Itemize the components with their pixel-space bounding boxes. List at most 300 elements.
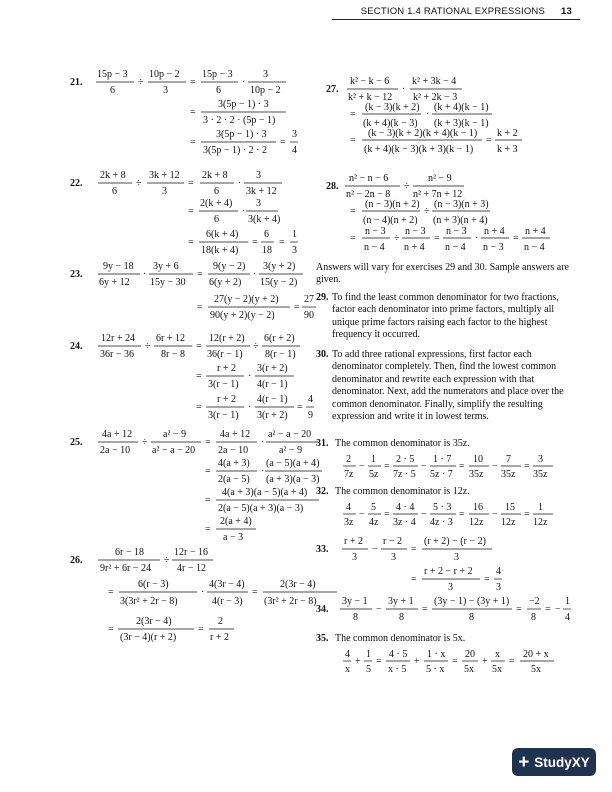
svg-text:3k + 12: 3k + 12 bbox=[246, 186, 277, 197]
svg-text:9y − 18: 9y − 18 bbox=[103, 261, 134, 272]
svg-text:·: · bbox=[261, 437, 265, 448]
svg-text:3: 3 bbox=[496, 582, 501, 593]
svg-text:−2: −2 bbox=[529, 596, 540, 607]
svg-text:10: 10 bbox=[473, 454, 483, 465]
svg-text:=: = bbox=[188, 237, 194, 248]
svg-text:3: 3 bbox=[256, 198, 261, 209]
svg-text:÷: ÷ bbox=[138, 77, 144, 88]
svg-text:5z: 5z bbox=[369, 469, 379, 480]
svg-text:+: + bbox=[355, 656, 361, 667]
svg-text:1 · x: 1 · x bbox=[427, 649, 446, 660]
svg-text:6: 6 bbox=[112, 186, 117, 197]
svg-text:5x: 5x bbox=[492, 664, 502, 675]
svg-text:a² − 9: a² − 9 bbox=[163, 429, 187, 440]
svg-text:=: = bbox=[524, 509, 530, 520]
svg-text:=: = bbox=[509, 656, 515, 667]
svg-text:=: = bbox=[524, 461, 530, 472]
problem-number: 22. bbox=[70, 178, 83, 189]
svg-text:15p − 3: 15p − 3 bbox=[202, 69, 233, 80]
svg-text:5 · 3: 5 · 3 bbox=[433, 502, 452, 513]
svg-text:5: 5 bbox=[371, 502, 376, 513]
svg-text:6(r + 2): 6(r + 2) bbox=[264, 333, 295, 344]
svg-text:=: = bbox=[350, 206, 356, 217]
svg-text:6(y + 2): 6(y + 2) bbox=[209, 277, 242, 288]
svg-text:4(a + 3): 4(a + 3) bbox=[218, 458, 250, 469]
svg-text:−: − bbox=[359, 509, 365, 520]
svg-text:k² + 2k − 3: k² + 2k − 3 bbox=[413, 92, 458, 103]
svg-text:r + 2: r + 2 bbox=[217, 394, 236, 405]
svg-text:=: = bbox=[198, 624, 204, 635]
problem-35 bbox=[316, 633, 554, 675]
svg-text:a² − 9: a² − 9 bbox=[279, 445, 303, 456]
svg-text:4 · 5: 4 · 5 bbox=[389, 649, 408, 660]
svg-text:r + 2: r + 2 bbox=[210, 632, 229, 643]
svg-text:18(k + 4): 18(k + 4) bbox=[201, 245, 239, 256]
svg-text:=: = bbox=[188, 178, 194, 189]
svg-text:4a + 12: 4a + 12 bbox=[102, 429, 133, 440]
svg-text:k² + k − 12: k² + k − 12 bbox=[348, 92, 393, 103]
svg-text:−: − bbox=[359, 461, 365, 472]
svg-text:4z: 4z bbox=[369, 517, 379, 528]
problem-31 bbox=[316, 438, 553, 480]
problem-number: 25. bbox=[70, 437, 83, 448]
svg-text:=: = bbox=[545, 604, 551, 615]
svg-text:(k − 3)(k + 2)(k + 4)(k − 1): (k − 3)(k + 2)(k + 4)(k − 1) bbox=[368, 128, 478, 139]
svg-text:4: 4 bbox=[345, 649, 350, 660]
svg-text:8: 8 bbox=[399, 612, 404, 623]
svg-text:r − 2: r − 2 bbox=[383, 536, 402, 547]
svg-text:=: = bbox=[280, 137, 286, 148]
problem-number: 31. bbox=[316, 438, 329, 449]
problem-25 bbox=[70, 429, 322, 543]
svg-text:16: 16 bbox=[473, 502, 483, 513]
svg-text:·: · bbox=[143, 269, 147, 280]
problem-34 bbox=[316, 596, 571, 623]
svg-text:4 · 4: 4 · 4 bbox=[396, 502, 415, 513]
svg-text:2a − 10: 2a − 10 bbox=[218, 445, 249, 456]
svg-text:n − 4: n − 4 bbox=[445, 242, 466, 253]
svg-text:=: = bbox=[350, 109, 356, 120]
svg-text:=: = bbox=[205, 466, 211, 477]
svg-text:a² − a − 20: a² − a − 20 bbox=[152, 445, 196, 456]
problem-24 bbox=[70, 333, 314, 421]
problem-number: 21. bbox=[70, 77, 83, 88]
svg-text:3: 3 bbox=[391, 552, 396, 563]
svg-text:90(y + 2)(y − 2): 90(y + 2)(y − 2) bbox=[210, 310, 275, 321]
svg-text:r + 2: r + 2 bbox=[217, 363, 236, 374]
svg-text:(n − 3)(n + 3): (n − 3)(n + 3) bbox=[434, 199, 489, 210]
svg-text:n − 3: n − 3 bbox=[483, 242, 504, 253]
item-31-text: The common denominator is 35z. bbox=[335, 438, 470, 449]
svg-text:÷: ÷ bbox=[424, 206, 430, 217]
svg-text:1: 1 bbox=[565, 596, 570, 607]
svg-text:7z · 5: 7z · 5 bbox=[393, 469, 416, 480]
svg-text:12(r + 2): 12(r + 2) bbox=[209, 333, 245, 344]
svg-text:+: + bbox=[482, 656, 488, 667]
svg-text:1 · 7: 1 · 7 bbox=[433, 454, 452, 465]
svg-text:7: 7 bbox=[506, 454, 511, 465]
svg-text:(a + 3)(a − 3): (a + 3)(a − 3) bbox=[266, 474, 320, 485]
svg-text:=: = bbox=[459, 509, 465, 520]
svg-text:4: 4 bbox=[496, 566, 501, 577]
svg-text:36(r − 1): 36(r − 1) bbox=[207, 349, 243, 360]
problem-23 bbox=[70, 261, 316, 321]
svg-text:−: − bbox=[492, 461, 498, 472]
svg-text:27(y − 2)(y + 2): 27(y − 2)(y + 2) bbox=[214, 294, 279, 305]
svg-text:3(5p − 1) · 3: 3(5p − 1) · 3 bbox=[218, 99, 269, 110]
svg-text:3: 3 bbox=[454, 552, 459, 563]
svg-text:4(a + 3)(a − 5)(a + 4): 4(a + 3)(a − 5)(a + 4) bbox=[222, 487, 308, 498]
svg-text:=: = bbox=[190, 137, 196, 148]
svg-text:36r − 36: 36r − 36 bbox=[100, 349, 134, 360]
svg-text:=: = bbox=[516, 604, 522, 615]
svg-text:2: 2 bbox=[218, 616, 223, 627]
svg-text:=: = bbox=[188, 206, 194, 217]
svg-text:4(r − 1): 4(r − 1) bbox=[257, 394, 288, 405]
svg-text:4(3r − 4): 4(3r − 4) bbox=[209, 579, 245, 590]
svg-text:1: 1 bbox=[538, 502, 543, 513]
svg-text:(3r² + 2r − 8): (3r² + 2r − 8) bbox=[264, 596, 317, 607]
problem-number: 28. bbox=[326, 181, 339, 192]
svg-text:6: 6 bbox=[216, 85, 221, 96]
svg-text:12z: 12z bbox=[469, 517, 484, 528]
svg-text:n − 3: n − 3 bbox=[405, 226, 426, 237]
svg-text:3k + 12: 3k + 12 bbox=[149, 170, 180, 181]
svg-text:=: = bbox=[252, 237, 258, 248]
svg-text:n − 4: n − 4 bbox=[524, 242, 545, 253]
svg-text:=: = bbox=[196, 341, 202, 352]
svg-text:=: = bbox=[452, 656, 458, 667]
svg-text:a − 3: a − 3 bbox=[223, 532, 244, 543]
problem-28 bbox=[326, 173, 550, 253]
svg-text:=: = bbox=[422, 604, 428, 615]
svg-text:8: 8 bbox=[469, 612, 474, 623]
svg-text:n − 4: n − 4 bbox=[364, 242, 385, 253]
svg-text:=: = bbox=[205, 495, 211, 506]
problem-number: 23. bbox=[70, 269, 83, 280]
svg-text:+: + bbox=[414, 656, 420, 667]
svg-text:=: = bbox=[384, 461, 390, 472]
svg-text:9(y − 2): 9(y − 2) bbox=[213, 261, 246, 272]
svg-text:3: 3 bbox=[162, 186, 167, 197]
svg-text:4z · 3: 4z · 3 bbox=[430, 517, 453, 528]
svg-text:2 · 5: 2 · 5 bbox=[396, 454, 415, 465]
svg-text:3y − 1: 3y − 1 bbox=[342, 596, 368, 607]
svg-text:−: − bbox=[555, 604, 561, 615]
svg-text:(n + 3)(n + 4): (n + 3)(n + 4) bbox=[433, 215, 488, 226]
svg-text:3(r + 2): 3(r + 2) bbox=[257, 410, 288, 421]
section-title: SECTION 1.4 RATIONAL EXPRESSIONS bbox=[360, 6, 546, 17]
item-29 bbox=[316, 292, 578, 342]
svg-text:7z: 7z bbox=[344, 469, 354, 480]
svg-text:3(r − 1): 3(r − 1) bbox=[208, 379, 239, 390]
svg-text:15p − 3: 15p − 3 bbox=[97, 69, 128, 80]
svg-text:÷: ÷ bbox=[145, 341, 151, 352]
svg-text:÷: ÷ bbox=[142, 437, 148, 448]
svg-text:6(r − 3): 6(r − 3) bbox=[138, 579, 169, 590]
svg-text:2(a − 5): 2(a − 5) bbox=[218, 474, 250, 485]
item-30 bbox=[316, 349, 578, 425]
svg-text:−: − bbox=[421, 509, 427, 520]
svg-text:35z: 35z bbox=[501, 469, 516, 480]
svg-text:=: = bbox=[294, 302, 300, 313]
svg-text:=: = bbox=[486, 135, 492, 146]
svg-text:n² − 2n − 8: n² − 2n − 8 bbox=[346, 189, 391, 200]
svg-text:=: = bbox=[197, 269, 203, 280]
svg-text:n + 4: n + 4 bbox=[525, 226, 546, 237]
item-number: 30. bbox=[316, 349, 329, 360]
svg-text:÷: ÷ bbox=[394, 233, 400, 244]
svg-text:r + 2: r + 2 bbox=[344, 536, 363, 547]
svg-text:(k + 4)(k − 1): (k + 4)(k − 1) bbox=[434, 102, 489, 113]
problem-33 bbox=[316, 536, 502, 593]
svg-text:5z · 7: 5z · 7 bbox=[430, 469, 453, 480]
svg-text:6(k + 4): 6(k + 4) bbox=[206, 229, 239, 240]
svg-text:=: = bbox=[108, 624, 114, 635]
svg-text:3(k + 4): 3(k + 4) bbox=[248, 214, 281, 225]
svg-text:(3y − 1) − (3y + 1): (3y − 1) − (3y + 1) bbox=[434, 596, 510, 607]
svg-text:k + 3: k + 3 bbox=[497, 144, 518, 155]
svg-text:=: = bbox=[190, 77, 196, 88]
svg-text:12z: 12z bbox=[533, 517, 548, 528]
problem-22 bbox=[70, 170, 298, 256]
svg-text:4(r − 1): 4(r − 1) bbox=[257, 379, 288, 390]
svg-text:·: · bbox=[242, 206, 246, 217]
svg-text:90: 90 bbox=[304, 310, 314, 321]
svg-text:r + 2 − r + 2: r + 2 − r + 2 bbox=[424, 566, 473, 577]
svg-text:=: = bbox=[411, 544, 417, 555]
problem-number: 24. bbox=[70, 341, 83, 352]
svg-text:10p − 2: 10p − 2 bbox=[250, 85, 281, 96]
svg-text:5: 5 bbox=[366, 664, 371, 675]
problem-32 bbox=[316, 486, 553, 528]
problem-number: 27. bbox=[326, 84, 339, 95]
svg-text:4r − 12: 4r − 12 bbox=[177, 563, 206, 574]
svg-text:3: 3 bbox=[292, 245, 297, 256]
problem-26 bbox=[70, 547, 337, 643]
svg-text:n − 3: n − 3 bbox=[446, 226, 467, 237]
svg-text:(n − 3)(n + 2): (n − 3)(n + 2) bbox=[365, 199, 420, 210]
svg-text:8: 8 bbox=[353, 612, 358, 623]
svg-text:÷: ÷ bbox=[164, 555, 170, 566]
svg-text:4: 4 bbox=[292, 145, 297, 156]
svg-text:3(y + 2): 3(y + 2) bbox=[263, 261, 296, 272]
plus-icon: + bbox=[518, 751, 530, 773]
item-30-text: To add three rational expressions, first factor each denominator completely. Then, find the lowest common denominator and rewrite each expression with that denominator. Next, add the numerators and place over the common denominator. Finally, simplify the resulting expression and write it in lowest terms. bbox=[332, 349, 564, 423]
svg-text:3z · 4: 3z · 4 bbox=[393, 517, 416, 528]
svg-text:·: · bbox=[248, 402, 252, 413]
svg-text:n + 4: n + 4 bbox=[404, 242, 425, 253]
svg-text:a² − a − 20: a² − a − 20 bbox=[268, 429, 312, 440]
svg-text:6: 6 bbox=[264, 229, 269, 240]
svg-text:(k − 3)(k + 2): (k − 3)(k + 2) bbox=[365, 102, 420, 113]
svg-text:=: = bbox=[376, 656, 382, 667]
svg-text:(3r − 4)(r + 2): (3r − 4)(r + 2) bbox=[120, 632, 177, 643]
svg-text:27: 27 bbox=[304, 294, 314, 305]
problem-number: 34. bbox=[316, 604, 329, 615]
svg-text:x: x bbox=[495, 649, 500, 660]
svg-text:=: = bbox=[279, 237, 285, 248]
svg-text:6: 6 bbox=[214, 186, 219, 197]
svg-text:·: · bbox=[253, 269, 257, 280]
svg-text:n² − 9: n² − 9 bbox=[428, 173, 452, 184]
svg-text:(n − 4)(n + 2): (n − 4)(n + 2) bbox=[363, 215, 418, 226]
svg-text:3y + 6: 3y + 6 bbox=[153, 261, 179, 272]
svg-text:4: 4 bbox=[308, 394, 313, 405]
svg-text:2(3r − 4): 2(3r − 4) bbox=[136, 616, 172, 627]
svg-text:x · 5: x · 5 bbox=[388, 664, 407, 675]
svg-text:1: 1 bbox=[366, 649, 371, 660]
svg-text:(r + 2) − (r − 2): (r + 2) − (r − 2) bbox=[424, 536, 486, 547]
svg-text:2(a + 4): 2(a + 4) bbox=[220, 516, 252, 527]
svg-text:2(k + 4): 2(k + 4) bbox=[200, 198, 233, 209]
svg-text:6y + 12: 6y + 12 bbox=[99, 277, 130, 288]
svg-text:3(5p − 1) · 2 · 2: 3(5p − 1) · 2 · 2 bbox=[203, 145, 267, 156]
svg-text:=: = bbox=[484, 574, 490, 585]
svg-text:6: 6 bbox=[110, 85, 115, 96]
svg-text:=: = bbox=[205, 437, 211, 448]
svg-text:12z: 12z bbox=[501, 517, 516, 528]
svg-text:·: · bbox=[238, 178, 242, 189]
problem-27 bbox=[326, 76, 522, 155]
svg-text:10p − 2: 10p − 2 bbox=[149, 69, 180, 80]
svg-text:15y − 30: 15y − 30 bbox=[150, 277, 186, 288]
svg-text:9r² + 6r − 24: 9r² + 6r − 24 bbox=[100, 563, 151, 574]
svg-text:3: 3 bbox=[263, 69, 268, 80]
svg-text:=: = bbox=[196, 402, 202, 413]
item-32-text: The common denominator is 12z. bbox=[335, 486, 470, 497]
svg-text:·: · bbox=[426, 109, 430, 120]
svg-text:n + 4: n + 4 bbox=[484, 226, 505, 237]
svg-text:1: 1 bbox=[371, 454, 376, 465]
svg-text:5x: 5x bbox=[531, 664, 541, 675]
svg-text:÷: ÷ bbox=[253, 341, 259, 352]
svg-text:=: = bbox=[197, 302, 203, 313]
svg-text:2k + 8: 2k + 8 bbox=[202, 170, 228, 181]
svg-text:=: = bbox=[434, 233, 440, 244]
svg-text:35z: 35z bbox=[533, 469, 548, 480]
svg-text:4a + 12: 4a + 12 bbox=[220, 429, 251, 440]
svg-text:3(5p − 1) · 3: 3(5p − 1) · 3 bbox=[216, 129, 267, 140]
svg-text:=: = bbox=[411, 574, 417, 585]
svg-text:−: − bbox=[421, 461, 427, 472]
svg-text:=: = bbox=[252, 587, 258, 598]
svg-text:=: = bbox=[350, 135, 356, 146]
svg-text:2(a − 5)(a + 3)(a − 3): 2(a − 5)(a + 3)(a − 3) bbox=[218, 503, 304, 514]
svg-text:=: = bbox=[459, 461, 465, 472]
svg-text:−: − bbox=[492, 509, 498, 520]
svg-text:n − 3: n − 3 bbox=[365, 226, 386, 237]
svg-text:3 · 2 · 2 · (5p − 1): 3 · 2 · 2 · (5p − 1) bbox=[203, 115, 276, 126]
svg-text:4(r − 3): 4(r − 3) bbox=[212, 596, 243, 607]
svg-text:·: · bbox=[248, 371, 252, 382]
item-29-text: To find the least common denominator for two fractions, factor each denominator into prime factors, multiply all unique prime factors raising each factor to the highest frequency it occurred. bbox=[332, 292, 559, 341]
problem-21 bbox=[70, 69, 298, 156]
svg-text:n² − n − 6: n² − n − 6 bbox=[349, 173, 389, 184]
svg-text:8r − 8: 8r − 8 bbox=[161, 349, 185, 360]
svg-text:3(3r² + 2r − 8): 3(3r² + 2r − 8) bbox=[120, 596, 178, 607]
svg-text:(k + 4)(k − 3): (k + 4)(k − 3) bbox=[363, 118, 418, 129]
svg-text:8(r − 1): 8(r − 1) bbox=[265, 349, 296, 360]
svg-text:3(r + 2): 3(r + 2) bbox=[257, 363, 288, 374]
problem-number: 35. bbox=[316, 633, 329, 644]
svg-text:3y + 1: 3y + 1 bbox=[388, 596, 414, 607]
svg-text:9: 9 bbox=[308, 410, 313, 421]
svg-text:4: 4 bbox=[565, 612, 570, 623]
svg-text:·: · bbox=[402, 84, 406, 95]
svg-text:2: 2 bbox=[346, 454, 351, 465]
svg-text:3: 3 bbox=[448, 582, 453, 593]
studyxy-logo[interactable] bbox=[512, 748, 596, 776]
svg-text:·: · bbox=[475, 233, 479, 244]
svg-text:=: = bbox=[297, 402, 303, 413]
svg-text:6r + 12: 6r + 12 bbox=[156, 333, 185, 344]
problem-number: 33. bbox=[316, 544, 329, 555]
svg-text:=: = bbox=[384, 509, 390, 520]
svg-text:k + 2: k + 2 bbox=[497, 128, 518, 139]
svg-text:2k + 8: 2k + 8 bbox=[100, 170, 126, 181]
problem-number: 26. bbox=[70, 555, 83, 566]
svg-text:·: · bbox=[261, 466, 265, 477]
svg-text:−: − bbox=[376, 604, 382, 615]
svg-text:−: − bbox=[372, 544, 378, 555]
svg-text:8: 8 bbox=[531, 612, 536, 623]
svg-text:2(3r − 4): 2(3r − 4) bbox=[280, 579, 316, 590]
svg-text:20: 20 bbox=[465, 649, 475, 660]
svg-text:k² − k − 6: k² − k − 6 bbox=[350, 76, 390, 87]
svg-text:4: 4 bbox=[346, 502, 351, 513]
svg-text:18: 18 bbox=[262, 245, 272, 256]
svg-text:=: = bbox=[190, 107, 196, 118]
svg-text:=: = bbox=[196, 371, 202, 382]
svg-text:15(y − 2): 15(y − 2) bbox=[260, 277, 298, 288]
svg-text:6r − 18: 6r − 18 bbox=[115, 547, 144, 558]
svg-text:12r − 16: 12r − 16 bbox=[174, 547, 208, 558]
page-number: 13 bbox=[561, 6, 572, 17]
svg-text:=: = bbox=[205, 524, 211, 535]
svg-text:5x: 5x bbox=[464, 664, 474, 675]
svg-text:(a − 5)(a + 4): (a − 5)(a + 4) bbox=[266, 458, 320, 469]
brand-label: StudyXY bbox=[534, 754, 590, 770]
svg-text:12r + 24: 12r + 24 bbox=[101, 333, 135, 344]
svg-text:k² + 3k − 4: k² + 3k − 4 bbox=[412, 76, 457, 87]
svg-text:20 + x: 20 + x bbox=[523, 649, 549, 660]
svg-text:15: 15 bbox=[505, 502, 515, 513]
svg-text:=: = bbox=[108, 587, 114, 598]
svg-text:(k + 3)(k − 1): (k + 3)(k − 1) bbox=[434, 118, 489, 129]
svg-text:÷: ÷ bbox=[404, 181, 410, 192]
svg-text:3: 3 bbox=[538, 454, 543, 465]
svg-text:x: x bbox=[345, 664, 350, 675]
svg-text:3: 3 bbox=[292, 129, 297, 140]
svg-text:·: · bbox=[201, 587, 205, 598]
svg-text:35z: 35z bbox=[469, 469, 484, 480]
item-35-text: The common denominator is 5x. bbox=[335, 633, 466, 644]
svg-text:3: 3 bbox=[163, 85, 168, 96]
svg-text:2a − 10: 2a − 10 bbox=[100, 445, 131, 456]
svg-text:3(r − 1): 3(r − 1) bbox=[208, 410, 239, 421]
svg-text:1: 1 bbox=[292, 229, 297, 240]
problem-number: 32. bbox=[316, 486, 329, 497]
svg-text:3: 3 bbox=[256, 170, 261, 181]
item-number: 29. bbox=[316, 292, 329, 303]
svg-text:3: 3 bbox=[352, 552, 357, 563]
svg-text:n² + 7n + 12: n² + 7n + 12 bbox=[413, 189, 463, 200]
svg-text:3z: 3z bbox=[344, 517, 354, 528]
svg-text:·: · bbox=[242, 77, 246, 88]
svg-text:=: = bbox=[513, 233, 519, 244]
svg-text:=: = bbox=[350, 233, 356, 244]
